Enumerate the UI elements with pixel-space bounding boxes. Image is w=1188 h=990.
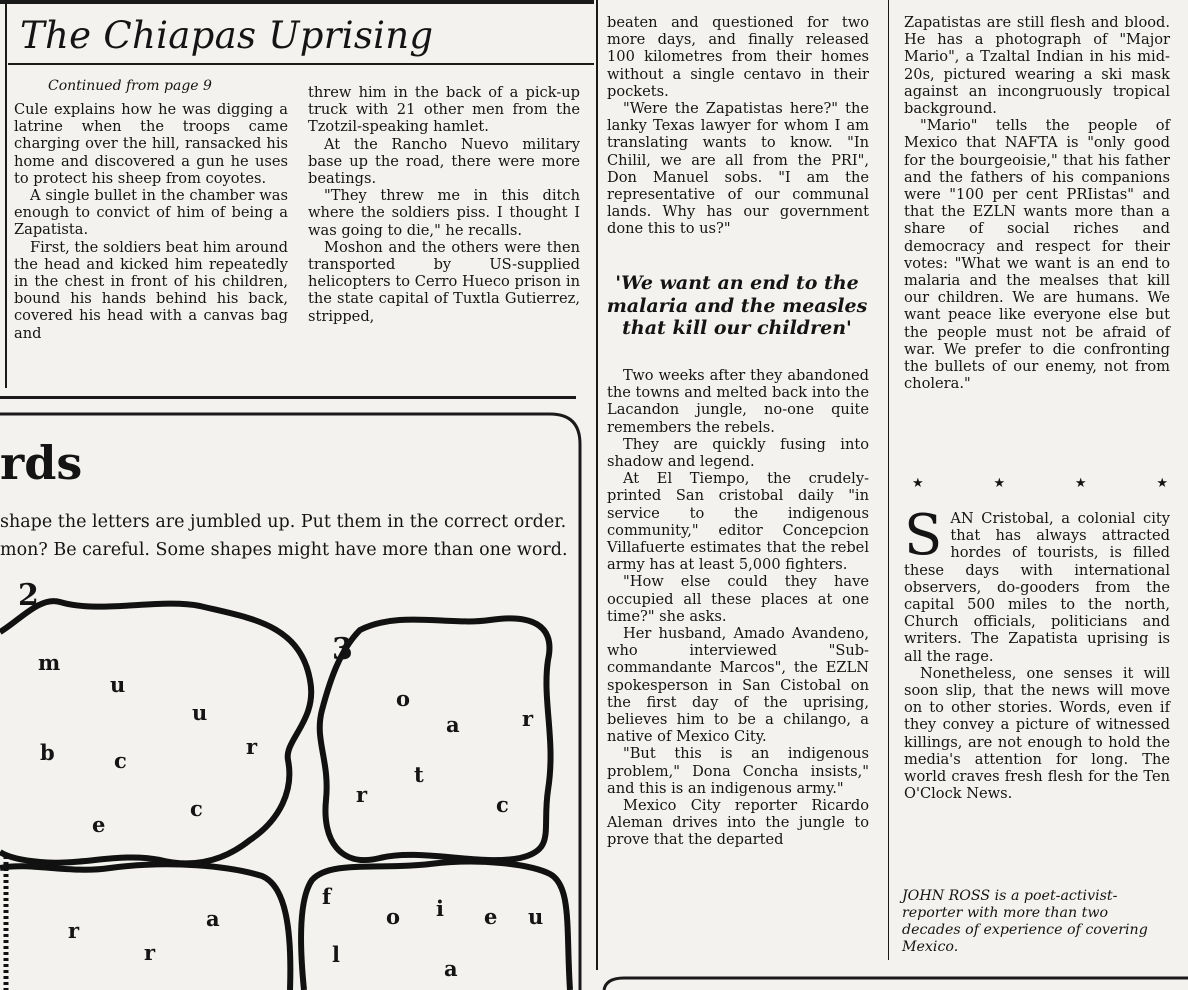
paragraph: "They threw me in this ditch where the soldiers piss. I thought I was going to die," he recalls. (308, 187, 580, 239)
paragraph: "But this is an indigenous problem," Dona Concha insists," and this is an indigenous army." (607, 745, 869, 797)
paragraph: Cule explains how he was digging a latrine when the troops came charging over the hill, ransacked his home and discovered a gun he uses to protect his sheep from coyotes. (14, 101, 288, 187)
letter-shapes (0, 0, 590, 990)
pull-quote-subhead: 'We want an end to the malaria and the measles that kill our children' (606, 272, 868, 339)
article-column-4-top (904, 14, 1170, 392)
paragraph-text: AN Cristobal, a colonial city that has always attracted hordes of tourists, is filled these days with international observers, do-gooders from the capital 500 miles to the north, Church officials, politicians and writers. The Zapatista uprising is all the rage. (904, 510, 1170, 665)
article-column-4-bottom (904, 503, 1170, 803)
shape-bottom-right-letter: e (484, 904, 498, 929)
puzzle-instruction-2: mon? Be careful. Some shapes might have more than one word. (0, 540, 568, 560)
shape-3-outline (320, 618, 551, 860)
paragraph-with-dropcap (904, 503, 1170, 665)
author-byline: JOHN ROSS is a poet-activist-reporter with more than two decades of experience of covering Mexico. (902, 888, 1148, 955)
continued-note: Continued from page 9 (48, 78, 212, 94)
shape-bottom-right-letter: l (332, 942, 340, 967)
shape-3-number: 3 (332, 632, 353, 667)
shape-3-letter: c (496, 792, 509, 817)
article-column-3-bottom (607, 367, 869, 849)
shape-bottom-right-letter: a (444, 956, 458, 981)
paragraph: Mexico City reporter Ricardo Aleman drives into the jungle to prove that the departed (607, 797, 869, 849)
shape-3-letter: t (414, 762, 424, 787)
shape-2-letter: m (38, 650, 61, 675)
article-title: The Chiapas Uprising (20, 14, 434, 57)
paragraph: Nonetheless, one senses it will soon slip, that the news will move on to other stories. Words, even if they convey a picture of witnessed killings, are not enough to hold the media's attention for long. The world craves fresh flesh for the Ten O'Clock News. (904, 664, 1170, 803)
shape-2-letter: e (92, 812, 106, 837)
paragraph: Zapatistas are still flesh and blood. He has a photograph of "Major Mario", a Tzaltal Indian in his mid-20s, pictured wearing a ski mask against an incongruously tropical background. (904, 14, 1170, 118)
article-column-3-top (607, 14, 869, 238)
shape-bottom-right-letter: f (322, 884, 332, 909)
shape-2-number: 2 (18, 578, 39, 613)
star-icon: ★ (993, 476, 1006, 491)
star-icon: ★ (1074, 476, 1087, 491)
paragraph: Two weeks after they abandoned the towns and melted back into the Lacandon jungle, no-one quite remembers the rebels. (607, 367, 869, 436)
shape-2-letter: c (114, 748, 127, 773)
shape-bottom-left-letter: r (144, 940, 156, 965)
paragraph: They are quickly fusing into shadow and legend. (607, 435, 869, 471)
paragraph: At the Rancho Nuevo military base up the road, there were more beatings. (308, 135, 580, 188)
paragraph: threw him in the back of a pick-up truck with 21 other men from the Tzotzil-speaking hamlet. (308, 84, 580, 136)
column-divider (888, 0, 889, 960)
paragraph: "Mario" tells the people of Mexico that NAFTA is "only good for the bourgeoisie," that his father and the fathers of his companions were "100 per cent PRIistas" and that the EZLN wants more than a share of social riches and democracy and respect for their votes: "What we want is an end to malaria and the mealses that kill our children. We are humans. We want peace like everyone else but the people must not be afraid of war. We prefer to die confronting the bullets of our enemy, not from cholera." (904, 117, 1170, 393)
paragraph: beaten and questioned for two more days, and finally released 100 kilometres from their homes without a single centavo in their pockets. (607, 14, 869, 100)
paragraph: At El Tiempo, the crudely-printed San cristobal daily "in service to the indigenous community," editor Concepcion Villafuerte estimates that the rebel army has at least 5,000 fighters. (607, 470, 869, 574)
shape-bottom-left-letter: a (206, 906, 220, 931)
section-break-stars (912, 476, 1168, 491)
next-box-border (600, 970, 1188, 990)
star-icon: ★ (912, 476, 924, 491)
shape-2-letter: u (192, 700, 208, 725)
shape-2-letter: r (246, 734, 258, 759)
shape-3-letter: r (356, 782, 368, 807)
shape-2-outline (0, 601, 311, 863)
paragraph: Her husband, Amado Avandeno, who interviewed "Sub-commandante Marcos", the EZLN spokesperson in San Cistobal on the first day of the uprising, believes him to be a chilango, a native of Mexico City. (607, 625, 869, 746)
paragraph: First, the soldiers beat him around the head and kicked him repeatedly in the chest in front of his children, bound his hands behind his back, covered his head with a canvas bag and (14, 238, 288, 342)
shape-bottom-right-letter: o (386, 904, 401, 929)
paragraph: "How else could they have occupied all these places at one time?" she asks. (607, 573, 869, 625)
shape-bottom-left-outline (0, 864, 290, 990)
shape-bottom-right-letter: i (436, 896, 444, 921)
paragraph: "Were the Zapatistas here?" the lanky Texas lawyer for whom I am translating wants to know. "In Chilil, we are all from the PRI", Don Manuel sobs. "I am the representative of our communal lands. Why has our government done this to us?" (607, 100, 869, 238)
shape-3-letter: o (396, 686, 411, 711)
shape-3-letter: a (446, 712, 460, 737)
drop-cap: S (904, 503, 943, 568)
shape-bottom-right-letter: u (528, 904, 544, 929)
shape-2-letter: b (40, 740, 55, 765)
star-icon: ★ (1156, 476, 1168, 491)
shape-3-letter: r (522, 706, 534, 731)
puzzle-instruction-1: shape the letters are jumbled up. Put them in the correct order. (0, 512, 567, 532)
shape-2-letter: c (190, 796, 203, 821)
shape-2-letter: u (110, 672, 126, 697)
column-divider (596, 0, 598, 970)
puzzle-title: rds (0, 436, 83, 490)
paragraph: A single bullet in the chamber was enough to convict of him of being a Zapatista. (14, 187, 288, 239)
shape-bottom-left-letter: r (68, 918, 80, 943)
paragraph: Moshon and the others were then transported by US-supplied helicopters to Cerro Hueco prison in the state capital of Tuxtla Gutierrez, stripped, (308, 238, 580, 325)
